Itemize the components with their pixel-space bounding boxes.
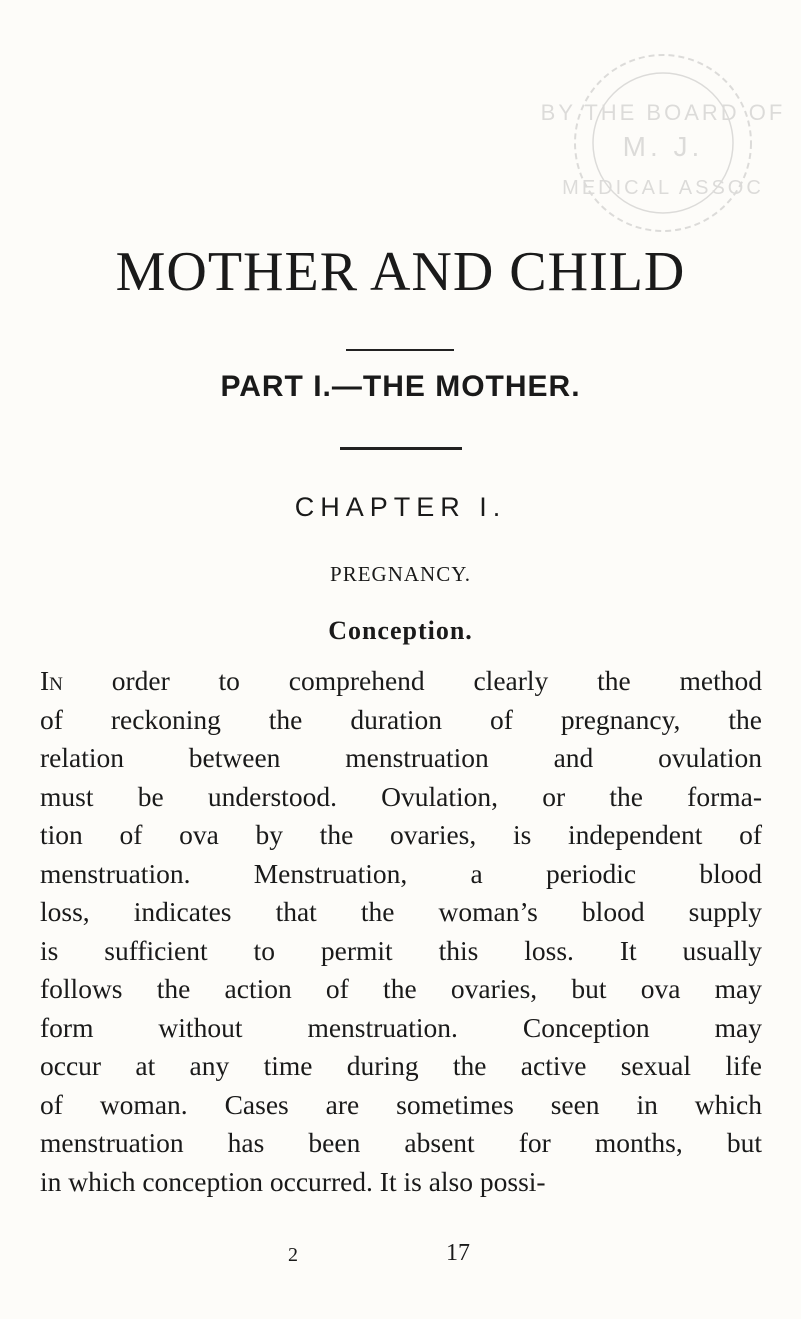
first-word: In bbox=[40, 665, 63, 696]
rule-top bbox=[346, 349, 454, 351]
library-stamp bbox=[498, 48, 788, 238]
body-line: relation between menstruation and ovulation bbox=[40, 742, 762, 773]
body-paragraph bbox=[40, 662, 762, 1201]
body-line: in which conception occurred. It is also possi- bbox=[40, 1165, 546, 1197]
body-line: form without menstruation. Conception may bbox=[40, 1011, 762, 1043]
body-line: is sufficient to permit this loss. It usually bbox=[40, 934, 762, 966]
body-line bbox=[40, 662, 762, 701]
chapter-subtitle: PREGNANCY. bbox=[330, 562, 471, 586]
signature-mark: 2 bbox=[288, 1244, 298, 1266]
body-line: follows the action of the ovaries, but ova may bbox=[40, 973, 762, 1004]
part-title: PART I.—THE MOTHER. bbox=[220, 370, 581, 403]
body-line: occur at any time during the active sexual life bbox=[40, 1050, 762, 1081]
body-line: of reckoning the duration of pregnancy, the bbox=[40, 703, 762, 735]
section-heading: Conception. bbox=[328, 616, 473, 645]
body-line-text: order to comprehend clearly the method bbox=[62, 665, 762, 696]
body-line: loss, indicates that the woman’s blood supply bbox=[40, 896, 762, 927]
body-line: menstruation has been absent for months, but bbox=[40, 1127, 762, 1158]
body-line: must be understood. Ovulation, or the forma- bbox=[40, 780, 762, 812]
svg-text:BY THE BOARD OF: BY THE BOARD OF bbox=[540, 100, 786, 125]
svg-text:MEDICAL ASSOC: MEDICAL ASSOC bbox=[562, 177, 764, 199]
body-line: tion of ova by the ovaries, is independent of bbox=[40, 819, 762, 850]
page-number: 17 bbox=[446, 1240, 470, 1266]
rule-bottom bbox=[340, 447, 462, 450]
svg-text:M. J.: M. J. bbox=[622, 131, 704, 162]
body-line: menstruation. Menstruation, a periodic blood bbox=[40, 857, 762, 889]
book-title: MOTHER AND CHILD bbox=[115, 241, 686, 303]
chapter-title: CHAPTER I. bbox=[294, 492, 507, 522]
body-line: of woman. Cases are sometimes seen in which bbox=[40, 1088, 762, 1120]
